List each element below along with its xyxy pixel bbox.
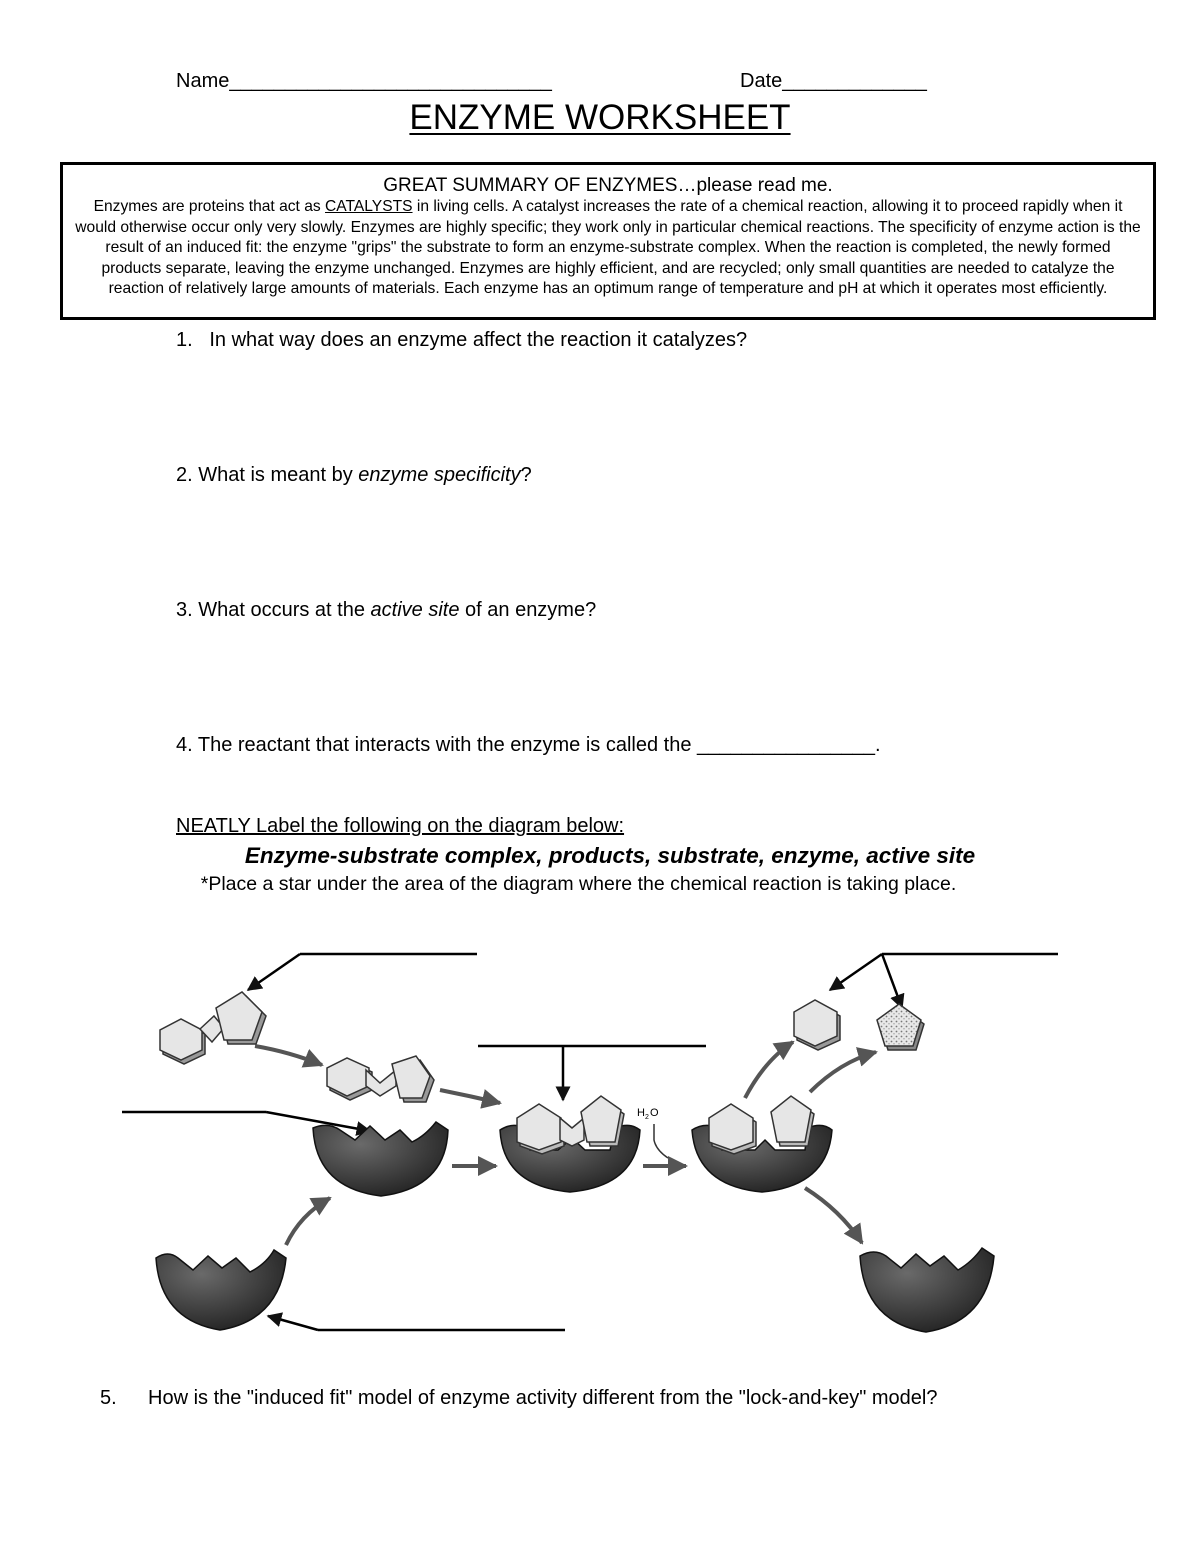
question-4: 4. The reactant that interacts with the enzyme is called the ________________. — [176, 734, 881, 756]
enzyme-diagram — [0, 930, 1200, 1350]
name-field[interactable] — [176, 70, 552, 93]
question-3-prefix: 3. What occurs at the — [176, 599, 371, 621]
label-instruction: NEATLY Label the following on the diagram below: — [176, 815, 625, 837]
question-5-number: 5. — [100, 1387, 117, 1409]
enzyme-product-complex — [692, 1096, 832, 1192]
question-2-emphasis: enzyme specificity — [358, 464, 521, 486]
label-line-substrate[interactable] — [248, 954, 477, 990]
worksheet-title: ENZYME WORKSHEET — [409, 98, 791, 137]
summary-text-rest: in living cells. A catalyst increases the rate of a chemical reaction, allowing it to proceed rapidly when it would otherwise occur only very slowly. Enzymes are highly specific; they work only in particular chemical reactions. The specificity of enzyme action is the result of an induced fit: the enzyme "grips" the substrate to form an enzyme-substrate complex. When the reaction is completed, the newly formed products separate, leaving the enzyme unchanged. Enzymes are highly efficient, and are recycled; only small quantities are needed to catalyze the reaction of relatively large amounts of materials. Each enzyme has an optimum range of temperature and pH at which it operates most efficiently. — [75, 198, 1141, 297]
enzyme-substrate-complex — [500, 1096, 640, 1192]
name-blank[interactable]: _____________________________ — [229, 70, 552, 92]
question-1-text: In what way does an enzyme affect the reaction it catalyzes? — [209, 329, 748, 351]
catalysts-term: CATALYSTS — [325, 198, 413, 215]
substrate-approaching — [327, 1056, 434, 1102]
label-terms: Enzyme-substrate complex, products, substrate, enzyme, active site — [244, 843, 976, 868]
summary-box — [60, 162, 1156, 320]
date-label: Date — [740, 70, 783, 92]
summary-body — [63, 197, 1153, 300]
svg-text:2: 2 — [645, 1114, 649, 1121]
water-label — [637, 1107, 668, 1158]
question-2-suffix: ? — [520, 464, 532, 486]
label-line-complex[interactable] — [478, 1046, 706, 1100]
label-line-enzyme[interactable] — [268, 1316, 565, 1330]
summary-heading: GREAT SUMMARY OF ENZYMES…please read me. — [383, 175, 833, 196]
star-instruction: *Place a star under the area of the diagram where the chemical reaction is taking place. — [200, 873, 957, 895]
svg-text:H: H — [637, 1107, 645, 1119]
question-3-suffix: of an enzyme? — [459, 599, 597, 621]
product-hexagon — [794, 1000, 840, 1050]
date-field[interactable] — [740, 70, 927, 93]
enzyme-free — [156, 1250, 286, 1330]
question-3 — [176, 598, 596, 622]
question-1 — [176, 328, 747, 352]
question-3-emphasis: active site — [370, 599, 460, 621]
question-1-number: 1. — [176, 329, 193, 351]
enzyme-recycled — [860, 1248, 994, 1332]
question-5-text: How is the "induced fit" model of enzyme activity different from the "lock-and-key" model? — [148, 1387, 938, 1409]
date-blank[interactable]: _____________ — [782, 70, 927, 92]
product-pentagon — [877, 1004, 924, 1050]
question-5 — [100, 1386, 938, 1410]
svg-text:O: O — [650, 1107, 659, 1119]
label-line-products[interactable] — [830, 954, 1058, 1008]
question-2 — [176, 463, 532, 487]
substrate-molecule — [160, 992, 266, 1064]
question-2-prefix: 2. What is meant by — [176, 464, 359, 486]
name-label: Name — [176, 70, 230, 92]
summary-text-start: Enzymes are proteins that act as — [93, 198, 326, 215]
enzyme-active — [313, 1122, 448, 1196]
